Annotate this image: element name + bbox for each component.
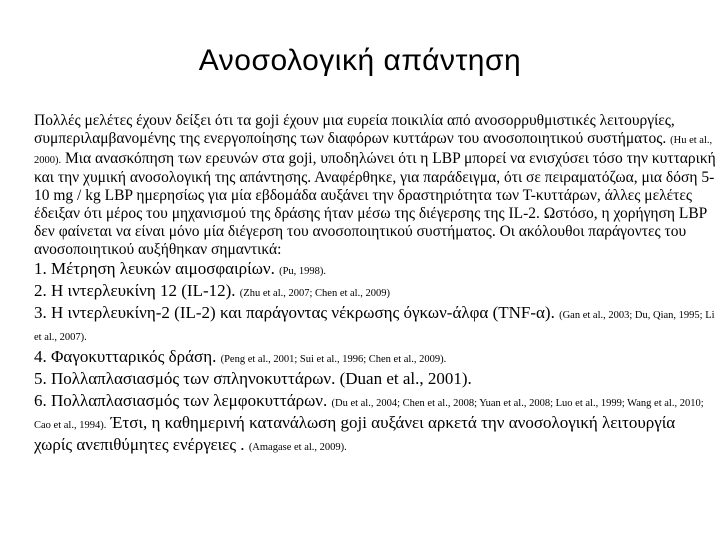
- intro-paragraph: [34, 112, 716, 258]
- intro-citation: (Hu et al., 2000).: [34, 134, 713, 166]
- list-item-citation: (Pu, 1998).: [279, 266, 327, 278]
- list-item-text: 4. Φαγοκυτταρικός δράση.: [34, 347, 217, 367]
- list-item-citation: (Du et al., 2004; Chen et al., 2008; Yuan et al., 2008; Luo et al., 1999; Wang et al., 2010; Cao et al., 1994).: [34, 398, 704, 432]
- slide-body: [34, 112, 716, 456]
- list-item: [34, 280, 716, 302]
- list-item-text: 1. Μέτρηση λευκών αιμοσφαιρίων.: [34, 259, 275, 279]
- list-item-citation: (Gan et al., 2003; Du, Qian, 1995; Li et al., 2007).: [34, 310, 715, 344]
- factor-list: [34, 258, 716, 456]
- list-item: [34, 346, 716, 368]
- closing-text: Έτσι, η καθημερινή κατανάλωση goji αυξάνει αρκετά την ανοσολογική λειτουργία χωρίς ανεπιθύμητες ενέργειες .: [34, 413, 676, 455]
- list-item-text: 2. Η ιντερλευκίνη 12 (IL-12).: [34, 281, 236, 301]
- intro-text: Πολλές μελέτες έχουν δείξει ότι τα goji έχουν μια ευρεία ποικιλία από ανοσορρυθμιστικές λειτουργίες, συμπεριλαμβανομένης της ενεργοποίησης των διαφόρων κυττάρων του ανοσοποιητικού συστήματος.: [34, 112, 675, 147]
- list-item: [34, 258, 716, 280]
- list-item: [34, 302, 716, 346]
- list-item-text: 5. Πολλαπλασιασμός των σπληνοκυττάρων. (Duan et al., 2001).: [34, 369, 472, 389]
- list-item: [34, 368, 716, 390]
- intro-text-continued: Μια ανασκόπηση των ερευνών στα goji, υποδηλώνει ότι η LBP μπορεί να ενισχύσει τόσο την κυτταρική και την χυμική ανοσολογική της απάντησης. Αναφέρθηκε, για παράδειγμα, ότι σε πειραματόζωα, μια δόση 5-10 mg / kg LBP ημερησίως για μία εβδομάδα αυξάνει την δραστηριότητα των Τ-κυττάρων, άλλες μελέτες έδειξαν ότι μέρος του μηχανισμού της δράσης ήταν μέσω της διέγερσης της IL-2. Ωστόσο, η χορήγηση LBP δεν φαίνεται να είναι μόνο μία διέγερση του ανοσοποιητικού συστήματος. Οι ακόλουθοι παράγοντες του ανοσοποιητικού αυξήθηκαν σημαντικά:: [34, 149, 716, 258]
- list-item-text: 3. Η ιντερλευκίνη-2 (IL-2) και παράγοντας νέκρωσης όγκων-άλφα (TNF-α).: [34, 303, 555, 323]
- list-item-text: 6. Πολλαπλασιασμός των λεμφοκυττάρων.: [34, 391, 328, 411]
- slide-title: Ανοσολογική απάντηση: [198, 44, 522, 77]
- list-item-citation: (Zhu et al., 2007; Chen et al., 2009): [239, 288, 390, 300]
- list-item: [34, 390, 716, 456]
- list-item-citation: (Peng et al., 2001; Sui et al., 1996; Chen et al., 2009).: [220, 354, 447, 366]
- closing-citation: (Amagase et al., 2009).: [248, 442, 347, 454]
